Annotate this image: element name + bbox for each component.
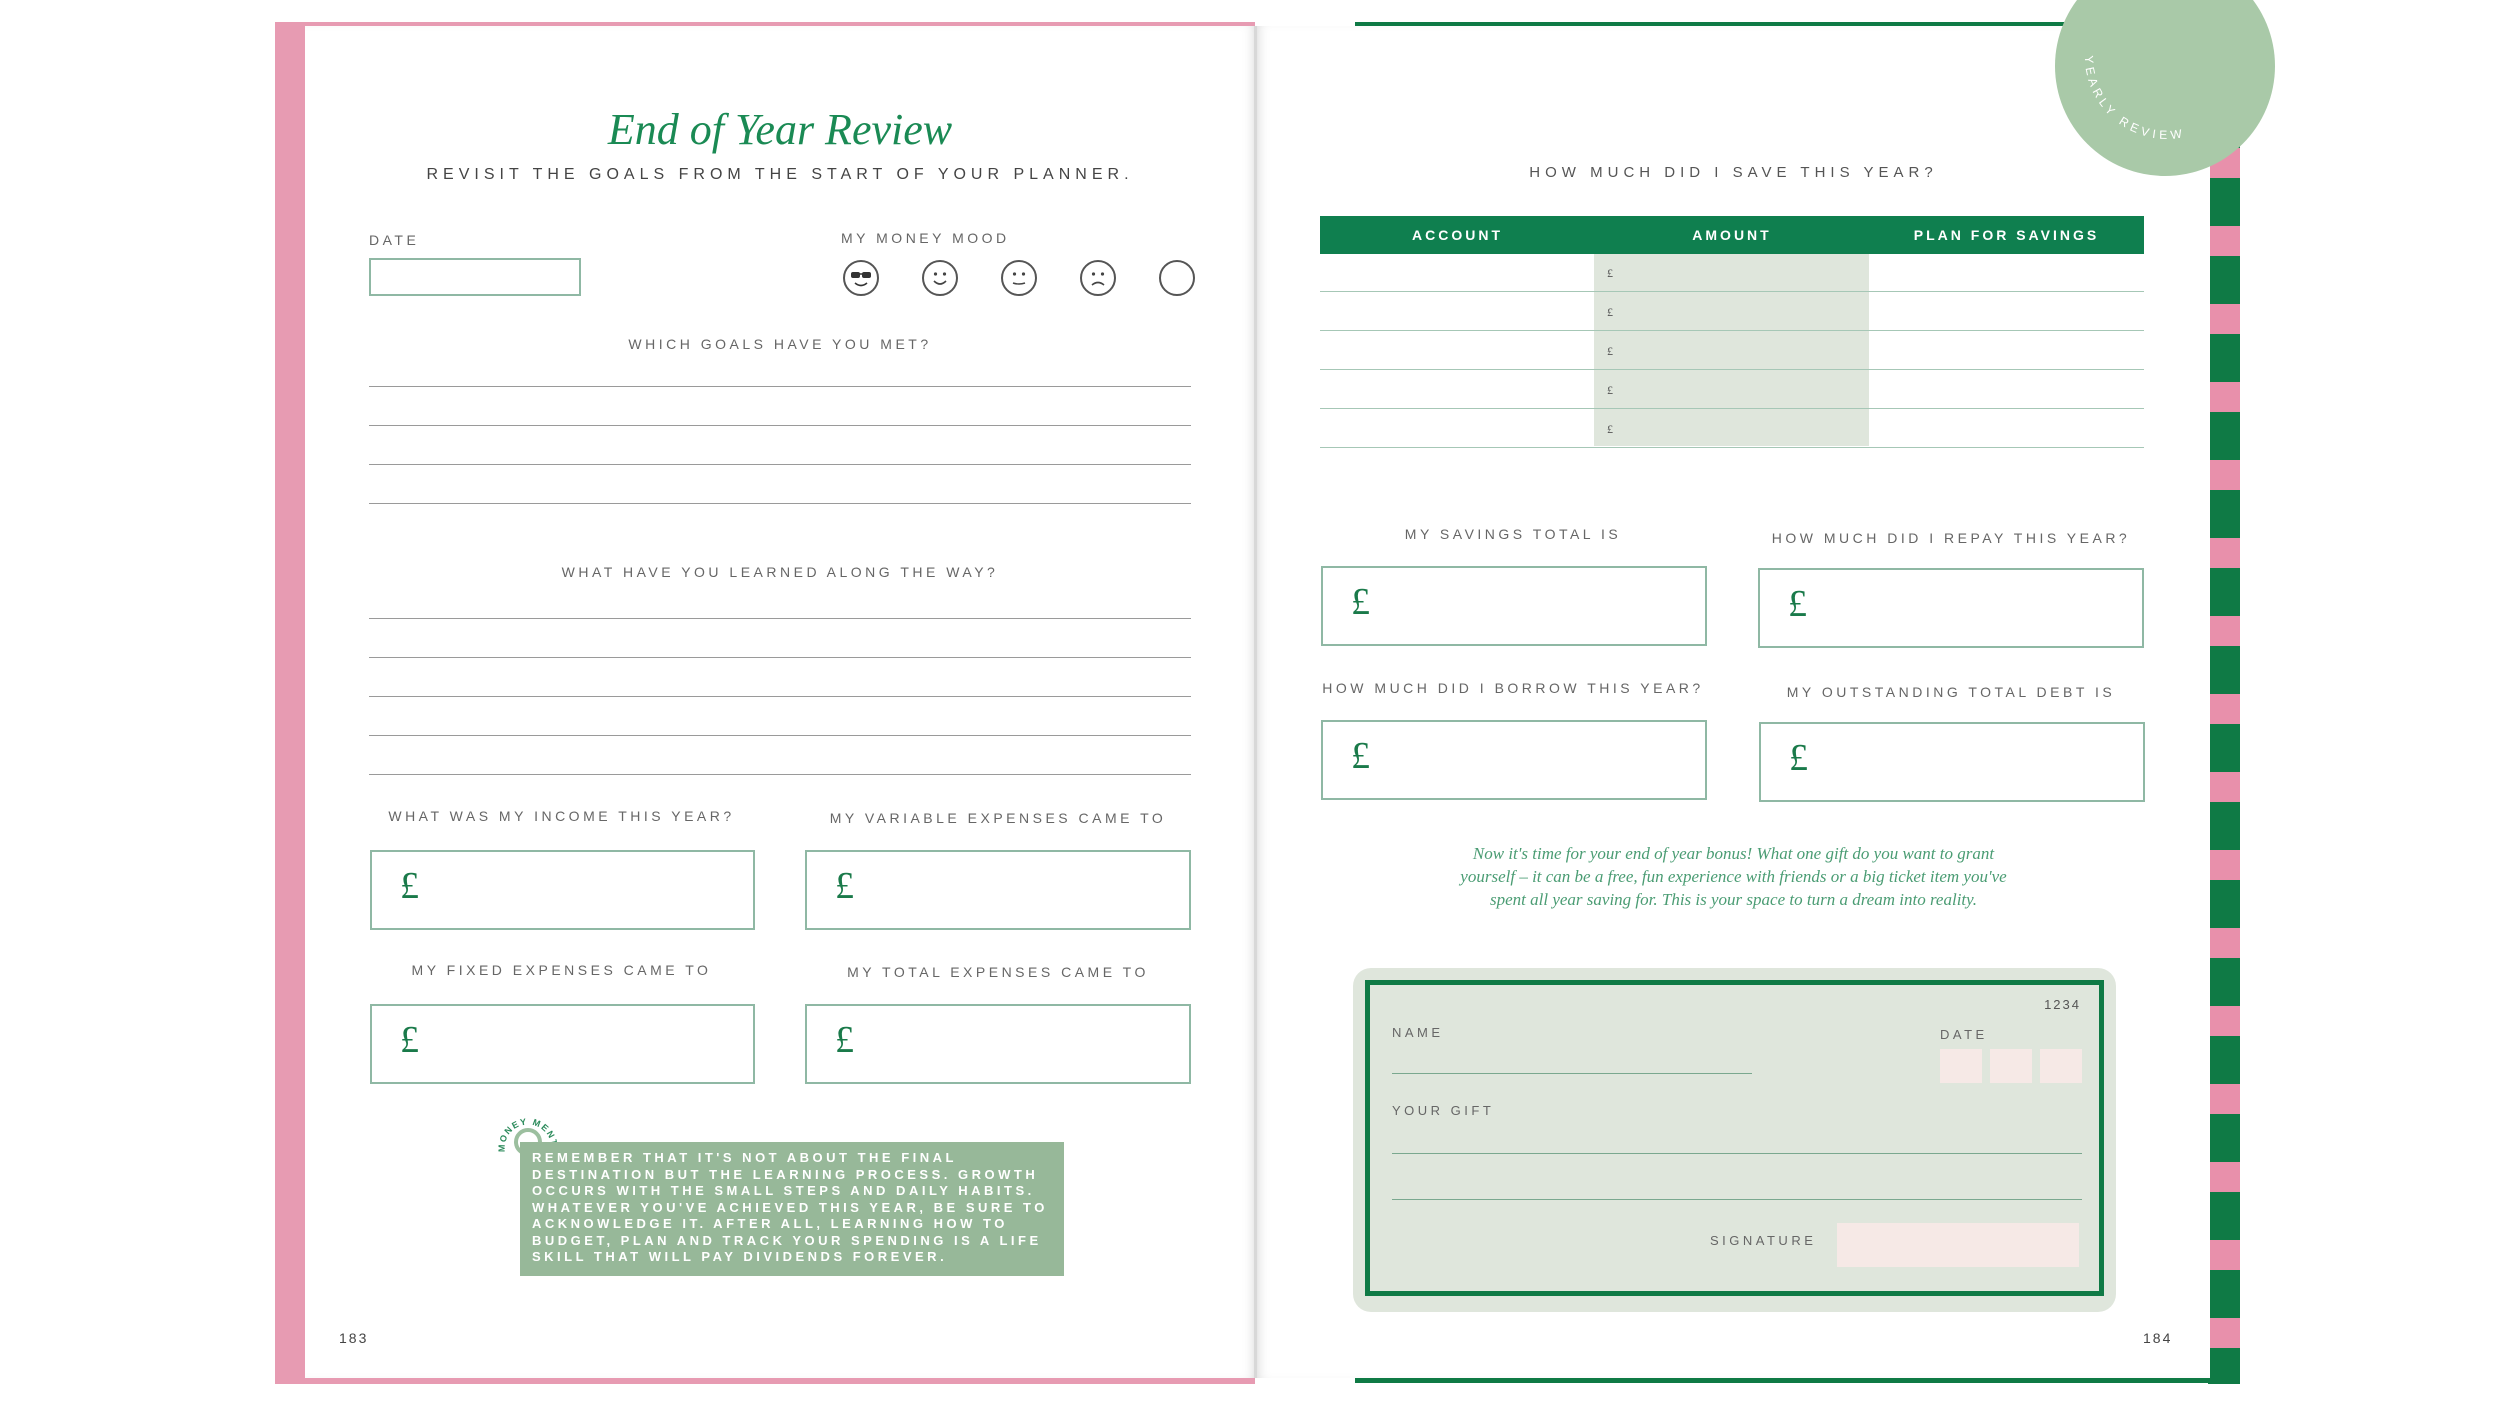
right-page: [1257, 26, 2210, 1378]
table-row[interactable]: [1320, 254, 2144, 292]
column-header-account: ACCOUNT: [1412, 227, 1503, 243]
cheque-date-day[interactable]: [1940, 1049, 1982, 1083]
table-row[interactable]: [1320, 332, 2144, 370]
cheque-name-label: NAME: [1392, 1025, 1444, 1040]
column-header-plan: PLAN FOR SAVINGS: [1913, 227, 2100, 243]
goals-line-2[interactable]: [369, 425, 1191, 426]
bonus-note-line: Now it's time for your end of year bonus! What one gift do you want to grant: [1472, 844, 1995, 863]
goals-line-3[interactable]: [369, 464, 1191, 465]
cheque-date-year[interactable]: [2040, 1049, 2082, 1083]
money-mood-label: MY MONEY MOOD: [841, 230, 1010, 246]
yearly-review-badge: [2055, 0, 2275, 176]
income-field[interactable]: [370, 850, 755, 930]
smile-face-icon[interactable]: [922, 260, 958, 296]
cheque-date-month[interactable]: [1990, 1049, 2032, 1083]
book-cover-striped-edge: [2208, 22, 2240, 1384]
left-page: [305, 26, 1255, 1378]
cheque-number: 1234: [2044, 997, 2081, 1012]
learned-line-1[interactable]: [369, 618, 1191, 619]
row-amount: £: [1607, 305, 1613, 319]
row-amount: £: [1607, 344, 1613, 358]
repay-field[interactable]: [1758, 568, 2144, 648]
borrow-field[interactable]: [1321, 720, 1707, 800]
cheque-gift-label: YOUR GIFT: [1392, 1103, 1495, 1118]
blank-face-icon[interactable]: [1159, 260, 1195, 296]
save-question: HOW MUCH DID I SAVE THIS YEAR?: [1529, 164, 1938, 181]
table-header: [1320, 216, 2144, 254]
pound-sign: £: [400, 865, 419, 907]
debt-label: MY OUTSTANDING TOTAL DEBT IS: [1786, 684, 2116, 700]
cheque-name-line[interactable]: [1392, 1073, 1752, 1074]
book-cover-pink-edge: [275, 22, 305, 1384]
column-header-amount: AMOUNT: [1692, 227, 1772, 243]
svg-text:YEARLY REVIEW: [2082, 55, 2187, 142]
cheque-border: [1365, 980, 2104, 1296]
savings-table: [1320, 216, 2144, 446]
learned-line-4[interactable]: [369, 735, 1191, 736]
total-expenses-field[interactable]: [805, 1004, 1191, 1084]
page-number: 183: [339, 1330, 369, 1346]
pound-sign: £: [835, 1019, 854, 1061]
total-expenses-label: MY TOTAL EXPENSES CAME TO: [847, 964, 1149, 980]
table-row[interactable]: [1320, 371, 2144, 409]
cheque-date-label: DATE: [1940, 1027, 1988, 1042]
pound-sign: £: [1351, 735, 1370, 777]
row-amount: £: [1607, 383, 1613, 397]
learned-line-5[interactable]: [369, 774, 1191, 775]
book-cover-bottom-edge: [285, 1378, 1255, 1384]
fixed-expenses-field[interactable]: [370, 1004, 755, 1084]
learned-label: WHAT HAVE YOU LEARNED ALONG THE WAY?: [561, 564, 999, 580]
money-mentor-badge-text: MONEY MEN: [496, 1116, 558, 1153]
cheque-gift-line-2[interactable]: [1392, 1199, 2082, 1200]
pound-sign: £: [1351, 581, 1370, 623]
borrow-label: HOW MUCH DID I BORROW THIS YEAR?: [1322, 680, 1704, 696]
table-row[interactable]: [1320, 410, 2144, 448]
date-field[interactable]: [369, 258, 581, 296]
neutral-face-icon[interactable]: [1001, 260, 1037, 296]
bonus-note-line: yourself – it can be a free, fun experience with friends or a big ticket item you've: [1460, 867, 2007, 886]
row-amount: £: [1607, 266, 1613, 280]
page-subtitle: REVISIT THE GOALS FROM THE START OF YOUR PLANNER.: [426, 166, 1134, 183]
goals-line-4[interactable]: [369, 503, 1191, 504]
pound-sign: £: [1789, 737, 1808, 779]
cool-face-icon[interactable]: [843, 260, 879, 296]
table-row[interactable]: [1320, 293, 2144, 331]
money-mentor-tip: REMEMBER THAT IT'S NOT ABOUT THE FINAL DESTINATION BUT THE LEARNING PROCESS. GROWTH OCCURS WITH THE SMALL STEPS AND DAILY HABITS. WHATEVER YOU'VE ACHIEVED THIS YEAR, BE SURE TO ACKNOWLEDGE IT. AFTER ALL, LEARNING HOW TO BUDGET, PLAN AND TRACK YOUR SPENDING IS A LIFE SKILL THAT WILL PAY DIVIDENDS FOREVER.: [520, 1142, 1064, 1276]
income-label: WHAT WAS MY INCOME THIS YEAR?: [388, 808, 735, 824]
cheque-signature-field[interactable]: [1837, 1223, 2079, 1267]
page-number: 184: [2143, 1330, 2173, 1346]
pound-sign: £: [400, 1019, 419, 1061]
bonus-note: [1257, 842, 2210, 911]
variable-expenses-field[interactable]: [805, 850, 1191, 930]
cheque-gift-line-1[interactable]: [1392, 1153, 2082, 1154]
date-label: DATE: [369, 232, 420, 248]
row-amount: £: [1607, 422, 1613, 436]
gift-cheque: [1353, 968, 2116, 1312]
book-cover-bottom-edge-right: [1355, 1378, 2215, 1383]
debt-field[interactable]: [1759, 722, 2145, 802]
savings-total-label: MY SAVINGS TOTAL IS: [1404, 526, 1622, 542]
goals-line-1[interactable]: [369, 386, 1191, 387]
repay-label: HOW MUCH DID I REPAY THIS YEAR?: [1771, 530, 2131, 546]
goals-met-label: WHICH GOALS HAVE YOU MET?: [628, 336, 932, 352]
bonus-note-line: spent all year saving for. This is your space to turn a dream into reality.: [1490, 890, 1977, 909]
savings-total-field[interactable]: [1321, 566, 1707, 646]
fixed-expenses-label: MY FIXED EXPENSES CAME TO: [411, 962, 712, 978]
page-title: End of Year Review: [607, 105, 953, 154]
sad-face-icon[interactable]: [1080, 260, 1116, 296]
learned-line-3[interactable]: [369, 696, 1191, 697]
pound-sign: £: [835, 865, 854, 907]
variable-expenses-label: MY VARIABLE EXPENSES CAME TO: [829, 810, 1167, 826]
pound-sign: £: [1788, 583, 1807, 625]
learned-line-2[interactable]: [369, 657, 1191, 658]
cheque-signature-label: SIGNATURE: [1710, 1233, 1817, 1248]
yearly-review-badge-text: YEARLY REVIEW: [2081, 55, 2187, 143]
